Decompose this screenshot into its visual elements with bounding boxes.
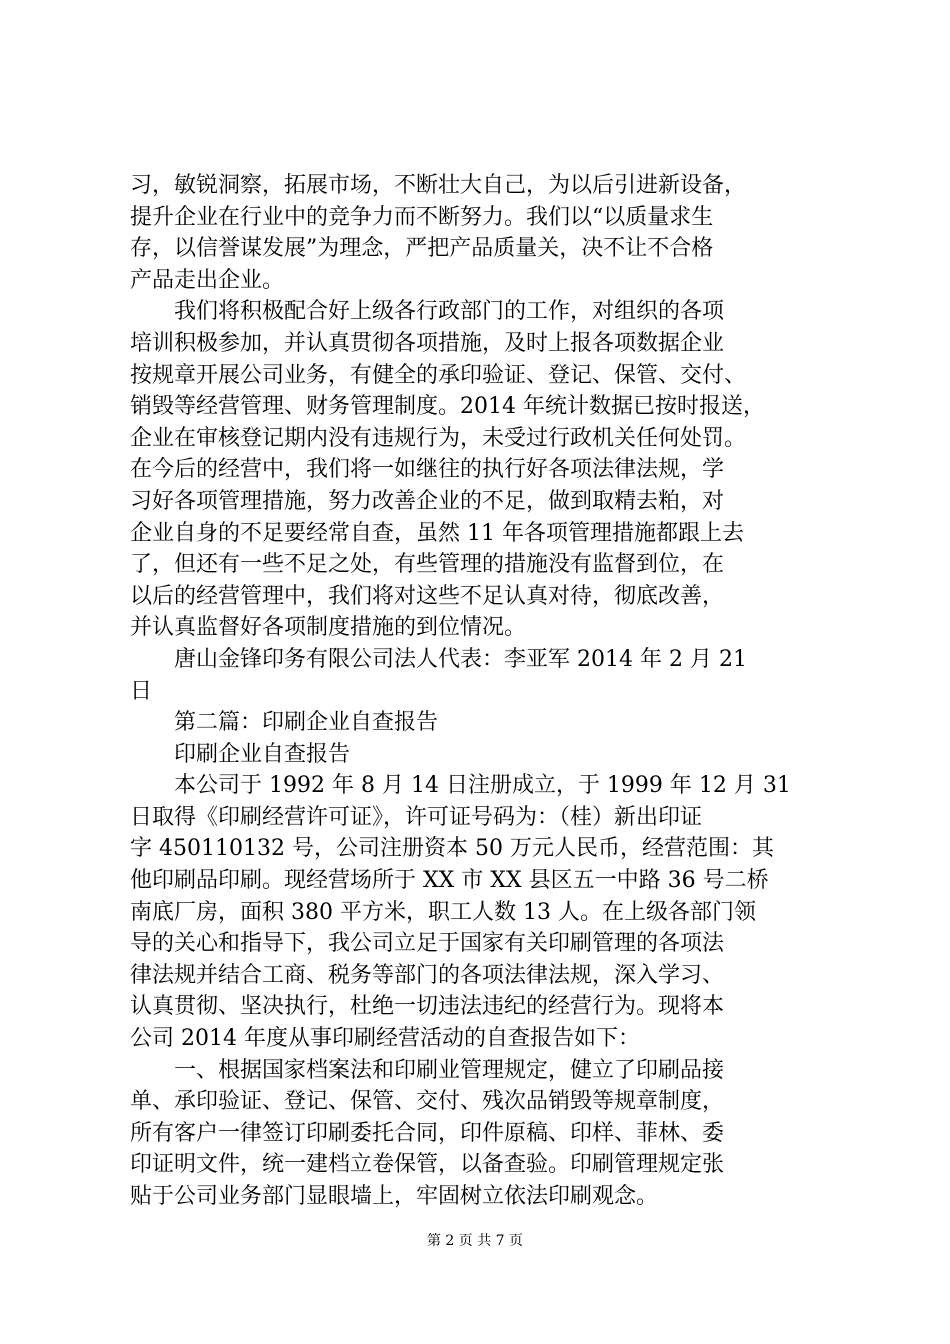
section-heading: 第二篇：印刷企业自查报告 <box>130 710 439 736</box>
text-line: 单、承印验证、登记、保管、交付、残次品销毁等规章制度， <box>130 1089 725 1115</box>
text-line: 律法规并结合工商、税务等部门的各项法律法规，深入学习、 <box>130 962 725 988</box>
text-line: 本公司于 1992 年 8 月 14 日注册成立，于 1999 年 12 月 31 <box>130 773 791 799</box>
text-line: 字 450110132 号，公司注册资本 50 万元人民币，经营范围：其 <box>130 836 774 862</box>
text-line: 所有客户一律签订印刷委托合同，印件原稿、印样、菲林、委 <box>130 1120 725 1146</box>
text-line: 习，敏锐洞察，拓展市场，不断壮大自己，为以后引进新设备， <box>130 173 747 198</box>
text-line: 一、根据国家档案法和印刷业管理规定，健立了印刷品接 <box>130 1057 725 1083</box>
signature-line: 日 <box>130 678 153 704</box>
text-line: 企业在审核登记期内没有违规行为，未受过行政机关任何处罚。 <box>130 425 747 451</box>
text-line: 了，但还有一些不足之处，有些管理的措施没有监督到位，在 <box>130 552 725 578</box>
text-line: 产品走出企业。 <box>130 267 285 293</box>
signature-line: 唐山金锋印务有限公司法人代表：李亚军 2014 年 2 月 21 <box>130 646 747 672</box>
text-line: 存，以信誉谋发展”为理念，严把产品质量关，决不让不合格 <box>130 236 714 262</box>
text-line: 导的关心和指导下，我公司立足于国家有关印刷管理的各项法 <box>130 931 725 957</box>
text-line: 并认真监督好各项制度措施的到位情况。 <box>130 615 527 641</box>
text-line: 习好各项管理措施，努力改善企业的不足，做到取精去粕，对 <box>130 488 725 514</box>
text-line: 在今后的经营中，我们将一如继往的执行好各项法律法规，学 <box>130 457 725 483</box>
text-line: 认真贯彻、坚决执行，杜绝一切违法违纪的经营行为。现将本 <box>130 994 725 1020</box>
text-line: 南底厂房，面积 380 平方米，职工人数 13 人。在上级各部门领 <box>130 899 756 925</box>
text-line: 公司 2014 年度从事印刷经营活动的自查报告如下： <box>130 1026 640 1052</box>
document-body <box>130 170 830 1213</box>
section-title: 印刷企业自查报告 <box>130 741 351 767</box>
text-line: 销毁等经营管理、财务管理制度。2014 年统计数据已按时报送， <box>130 394 765 420</box>
text-line: 培训积极参加，并认真贯彻各项措施，及时上报各项数据企业 <box>130 330 725 356</box>
text-line: 他印刷品印刷。现经营场所于 XX 市 XX 县区五一中路 36 号二桥 <box>130 868 769 894</box>
text-line: 企业自身的不足要经常自查，虽然 11 年各项管理措施都跟上去 <box>130 520 744 546</box>
text-line: 我们将积极配合好上级各行政部门的工作，对组织的各项 <box>130 299 725 325</box>
text-line: 提升企业在行业中的竞争力而不断努力。我们以“以质量求生 <box>130 204 714 230</box>
text-line: 贴于公司业务部门显眼墙上，牢固树立依法印刷观念。 <box>130 1184 659 1209</box>
text-line: 以后的经营管理中，我们将对这些不足认真对待，彻底改善， <box>130 583 725 609</box>
text-line: 日取得《印刷经营许可证》，许可证号码为：（桂）新出印证 <box>130 804 703 830</box>
page-footer: 第 2 页 共 7 页 <box>426 1233 524 1249</box>
text-line: 按规章开展公司业务，有健全的承印验证、登记、保管、交付、 <box>130 362 747 388</box>
text-line: 印证明文件，统一建档立卷保管，以备查验。印刷管理规定张 <box>130 1152 725 1178</box>
